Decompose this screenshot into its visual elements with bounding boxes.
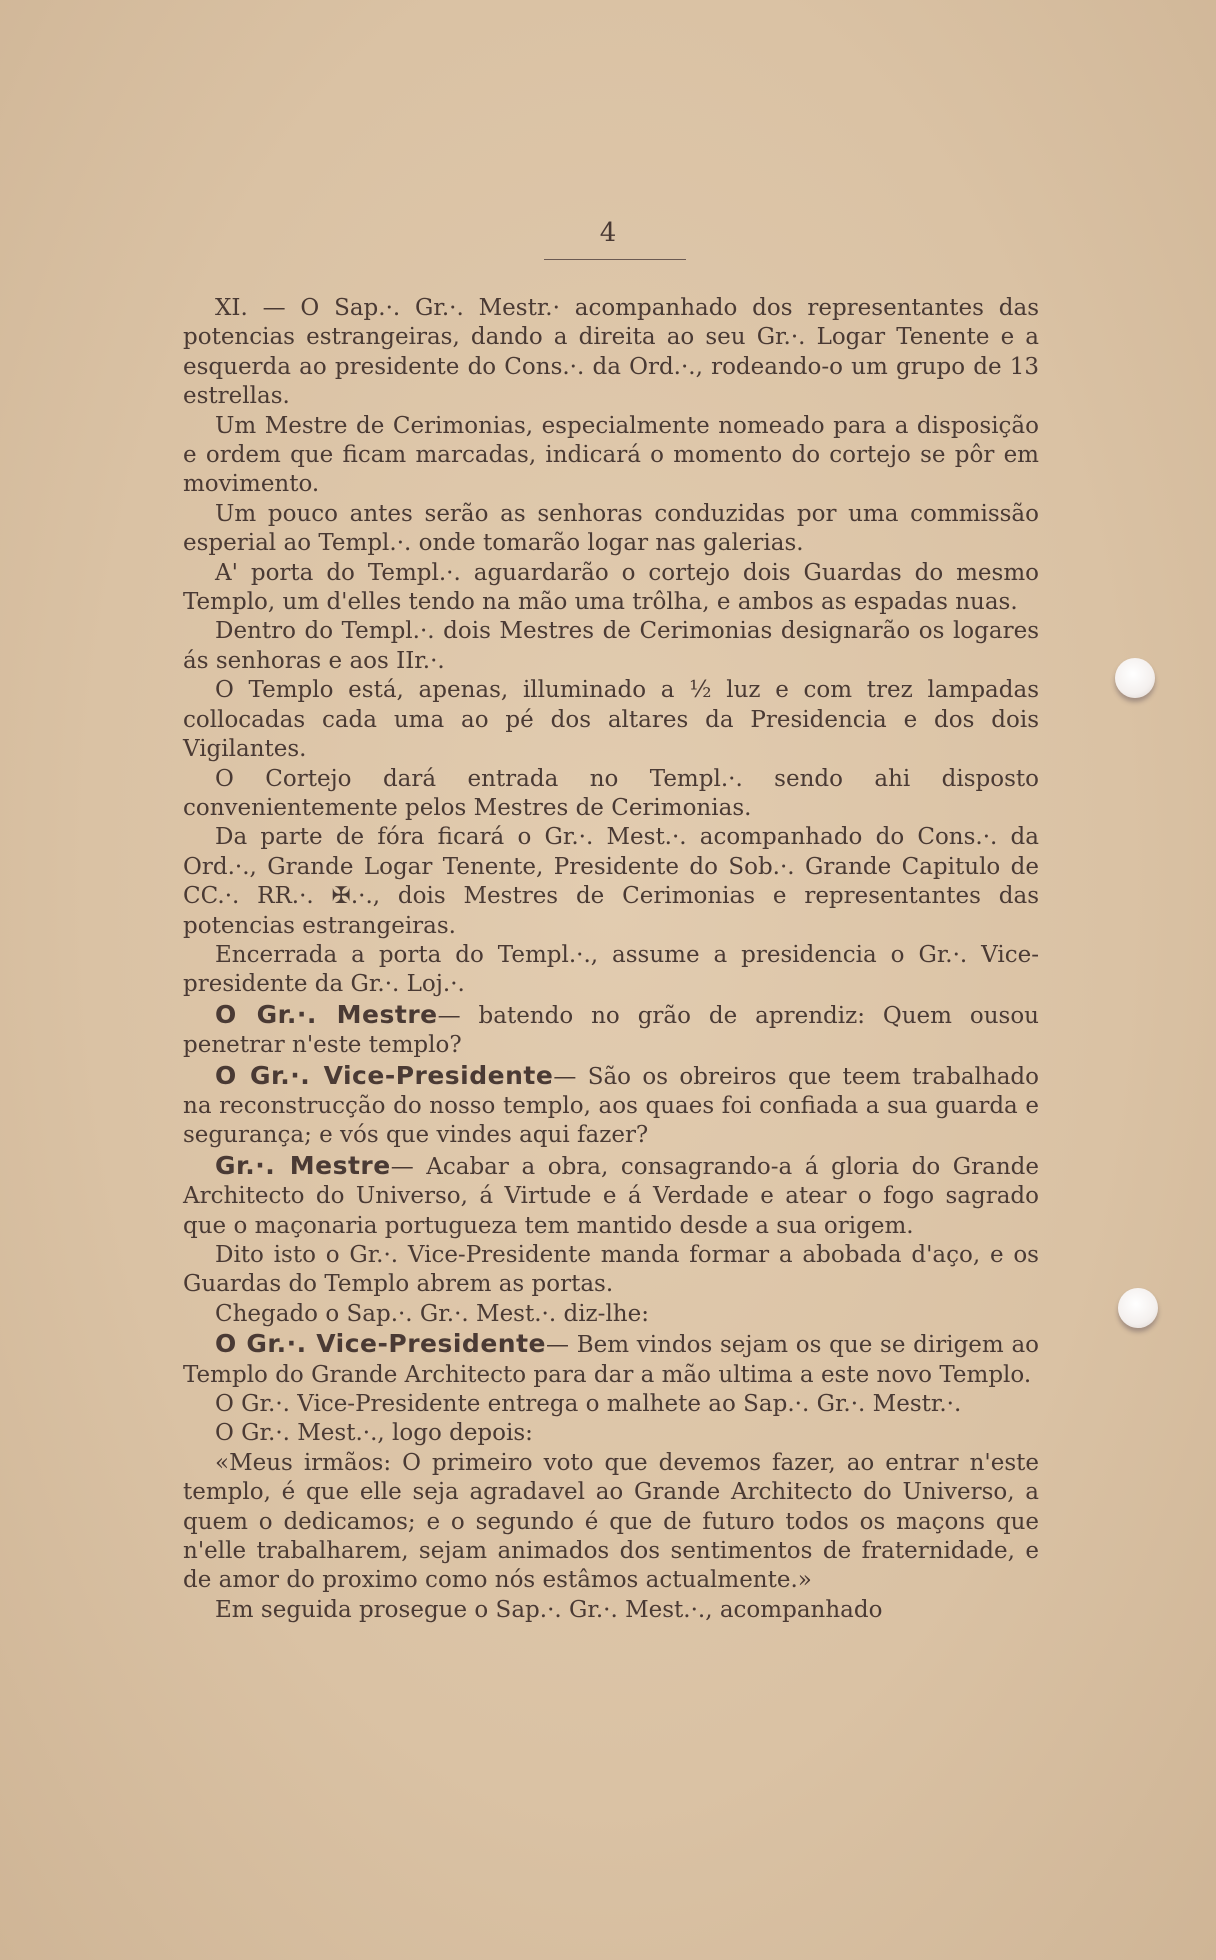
paragraph-14: Chegado o Sap.·. Gr.·. Mest.·. diz-lhe: [215, 1300, 649, 1327]
punch-hole-bottom [1118, 1288, 1158, 1328]
paragraph-17: O Gr.·. Mest.·., logo depois: [215, 1420, 533, 1447]
paragraph-1: XI. — O Sap.·. Gr.·. Mestr.· acompanhado dos representantes das potencias estrangeiras, dando a direita ao seu Gr.·. Logar Tenente e a esquerda ao presidente do Cons.·. da Ord.·., rodeando-o um grupo de 13 estrellas. [183, 295, 1039, 410]
paragraph-6: O Templo está, apenas, illuminado a ½ luz e com trez lampadas collocadas cada uma ao pé dos altares da Presidencia e dos dois Vigilantes. [183, 677, 1039, 763]
speech-text: — Acabar a obra, consagrando-a á gloria do Grande Architecto do Universo, á Virtude e á Verdade e atear o fogo sagrado que o maçonaria portugueza tem mantido desde a sua origem. [183, 1153, 1039, 1239]
paragraph-11 [183, 1061, 1039, 1151]
paragraph-19: Em seguida prosegue o Sap.·. Gr.·. Mest.·., acompanhado [215, 1596, 883, 1623]
paragraph-10 [183, 1000, 1039, 1061]
paragraph-8: Da parte de fóra ficará o Gr.·. Mest.·. acompanhado do Cons.·. da Ord.·., Grande Logar Tenente, Presidente do Sob.·. Grande Capitulo de CC.·. RR.·. ✠.·., dois Mestres de Cerimonias e representantes das potencias estrangeiras. [183, 824, 1039, 939]
paragraph-15 [183, 1329, 1039, 1390]
paragraph-13: Dito isto o Gr.·. Vice-Presidente manda formar a abobada d'aço, e os Guardas do Templo abrem as portas. [183, 1242, 1039, 1298]
speaker-label: O Gr.·. Vice-Presidente [215, 1060, 554, 1090]
speech-text: — São os obreiros que teem trabalhado na reconstrucção do nosso templo, aos quaes foi confiada a sua guarda e segurança; e vós que vindes aqui fazer? [183, 1063, 1039, 1149]
paragraph-4: A' porta do Templ.·. aguardarão o cortejo dois Guardas do mesmo Templo, um d'elles tendo na mão uma trôlha, e ambos as espadas nuas. [183, 559, 1039, 616]
header-rule [544, 259, 686, 260]
paragraph-18: «Meus irmãos: O primeiro voto que devemos fazer, ao entrar n'este templo, é que elle seja agradavel ao Grande Architecto do Universo, a quem o dedicamos; e o segundo é que de futuro todos os maçons que n'elle trabalharem, sejam animados dos sentimentos de fraternidade, e de amor do proximo como nós estâmos actualmente.» [183, 1449, 1039, 1594]
paragraph-9: Encerrada a porta do Templ.·., assume a presidencia o Gr.·. Vice-presidente da Gr.·. Loj.·. [183, 941, 1039, 998]
paragraph-7: O Cortejo dará entrada no Templ.·. sendo ahi disposto convenientemente pelos Mestres de Cerimonias. [183, 765, 1039, 821]
paragraph-12 [183, 1151, 1039, 1241]
paragraph-5: Dentro do Templ.·. dois Mestres de Cerimonias designarão os logares ás senhoras e aos IIr.·. [183, 618, 1039, 674]
paragraph-16: O Gr.·. Vice-Presidente entrega o malhete ao Sap.·. Gr.·. Mestr.·. [215, 1391, 962, 1418]
speaker-label: Gr.·. Mestre [215, 1150, 391, 1180]
punch-hole-top [1115, 658, 1155, 698]
speech-text: — batendo no grão de aprendiz: Quem ousou penetrar n'este templo? [183, 1002, 1039, 1059]
paragraph-2: Um Mestre de Cerimonias, especialmente nomeado para a disposição e ordem que ficam marcadas, indicará o momento do cortejo se pôr em movimento. [183, 412, 1039, 498]
page-body [183, 294, 1039, 1625]
speaker-label: O Gr.·. Mestre [215, 999, 438, 1029]
paragraph-3: Um pouco antes serão as senhoras conduzidas por uma commissão esperial ao Templ.·. onde tomarão logar nas galerias. [183, 500, 1039, 557]
page-number: 4 [599, 218, 617, 248]
speaker-label: O Gr.·. Vice-Presidente [215, 1329, 546, 1359]
speech-text: — Bem vindos sejam os que se dirigem ao Templo do Grande Architecto para dar a mão ultima a este novo Templo. [183, 1332, 1039, 1388]
